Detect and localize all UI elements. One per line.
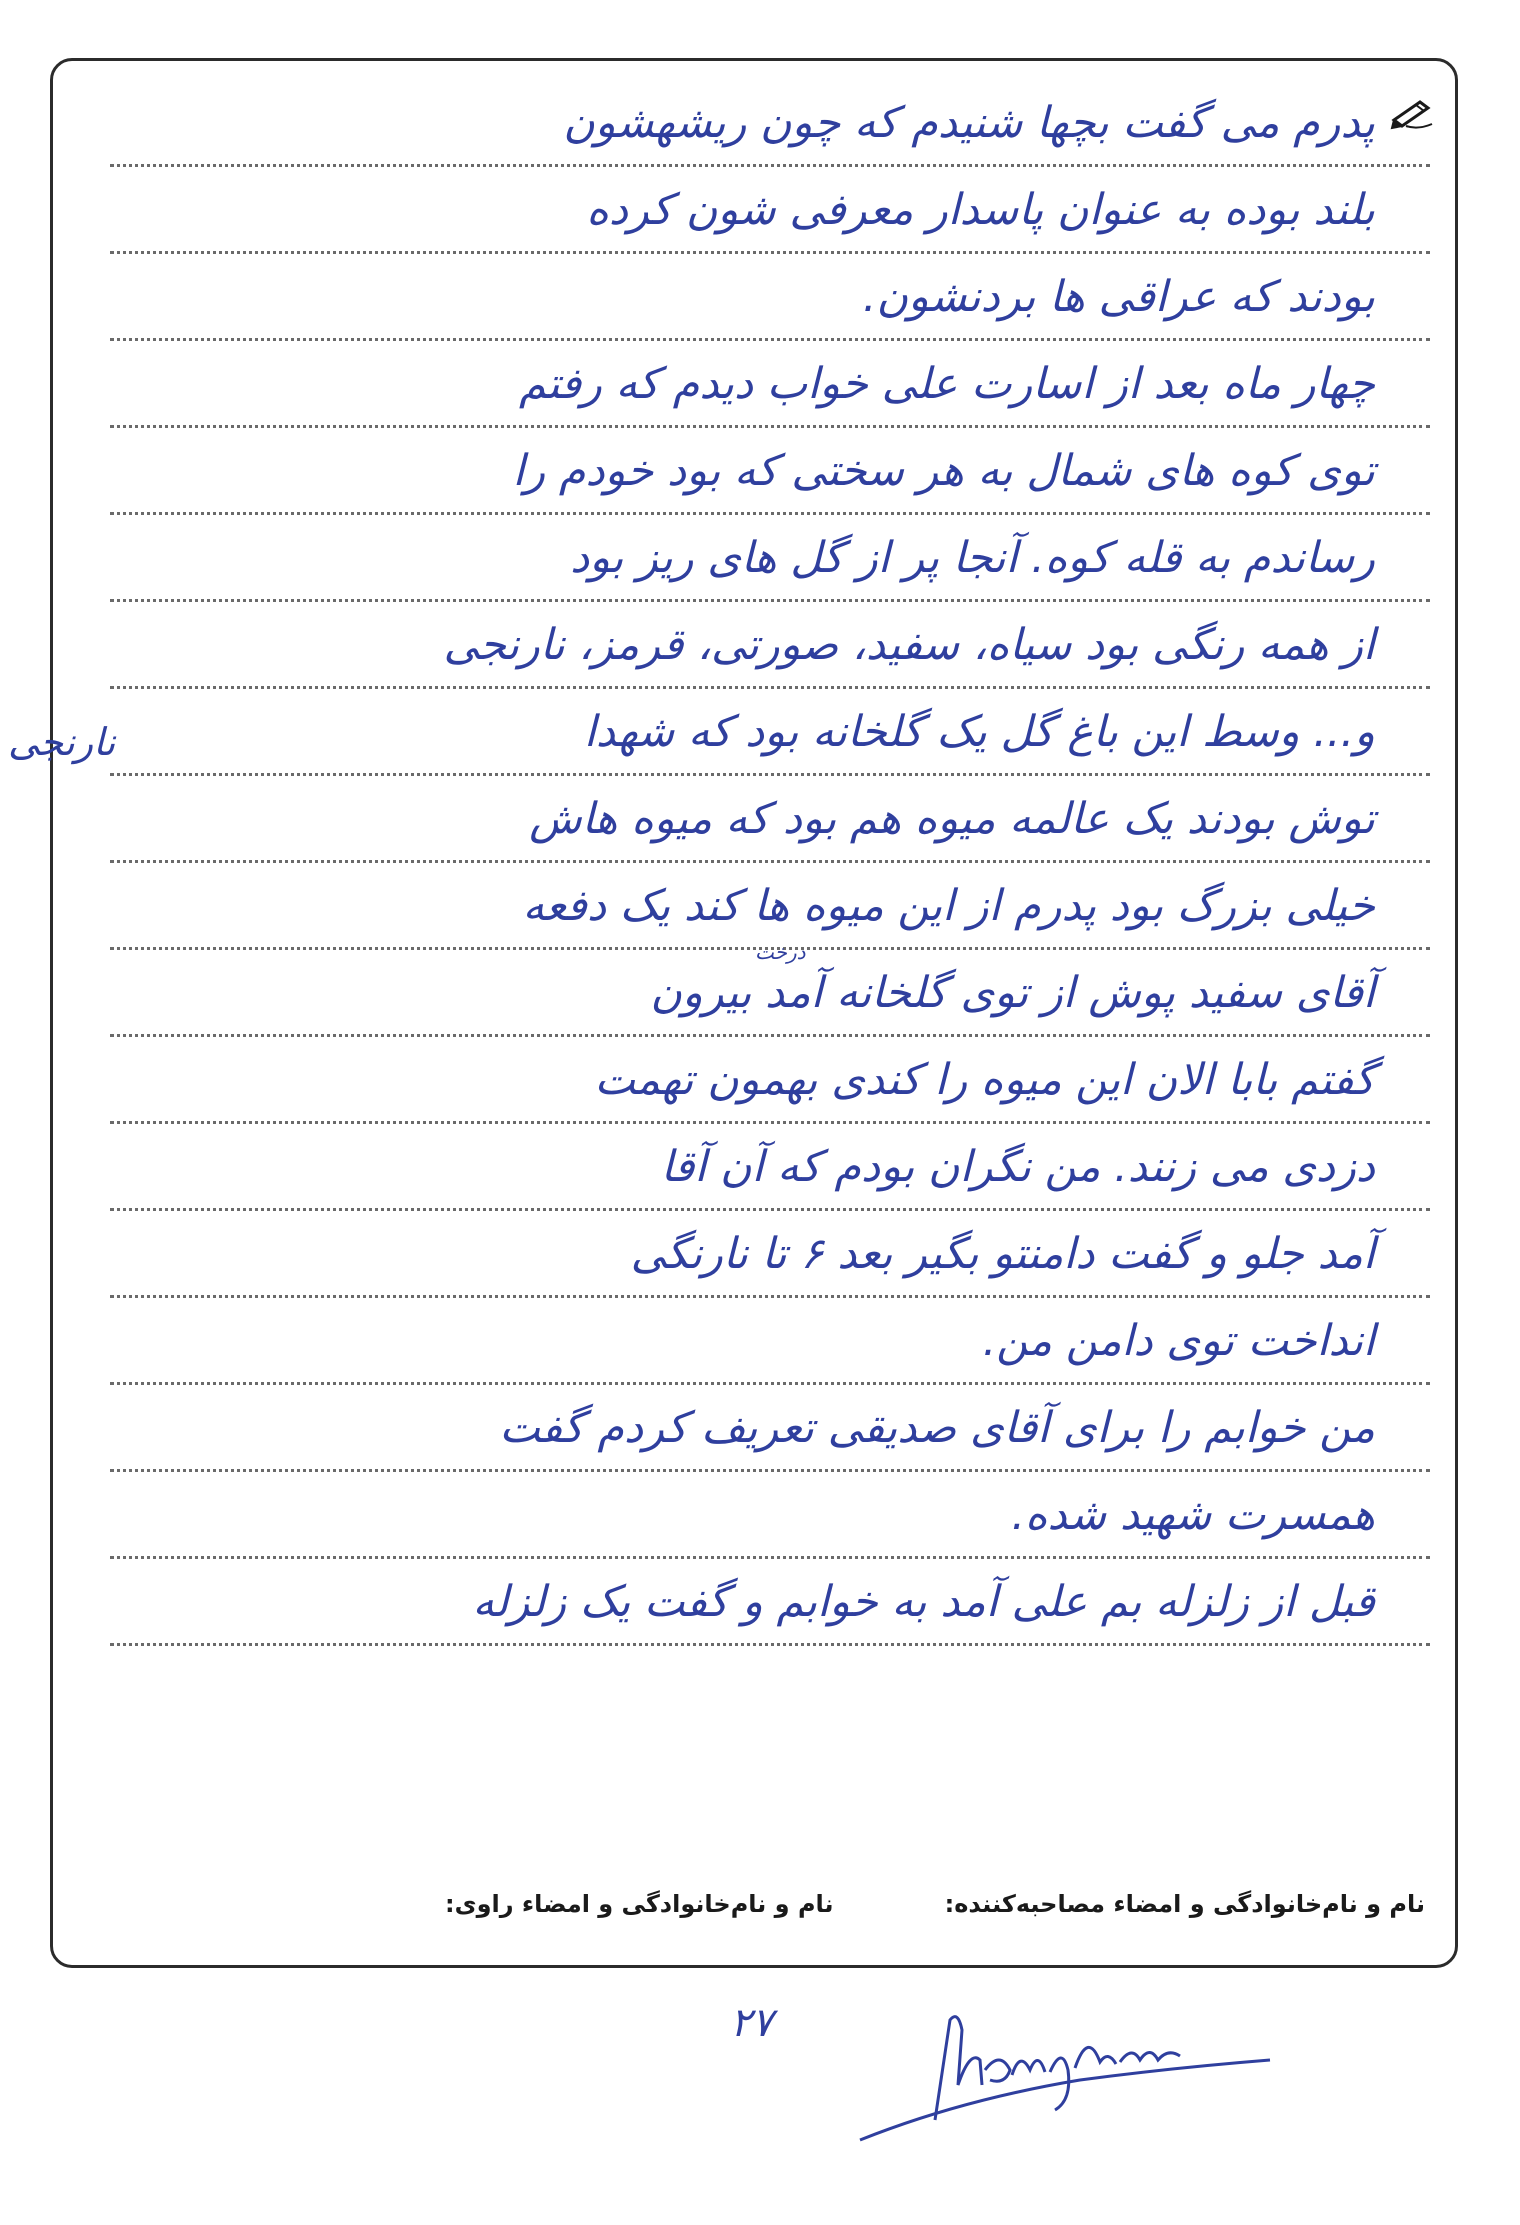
handwritten-signature <box>840 1990 1290 2150</box>
text-line-15: انداخت توی دامن من. <box>110 1298 1430 1385</box>
text-line-1: پدرم می گفت بچها شنیدم که چون ریشهشون <box>110 80 1430 167</box>
text-line-9: توش بودند یک عالمه میوه هم بود که میوه هاش <box>110 776 1430 863</box>
text-line-12: گفتم بابا الان این میوه را کندی بهمون تهمت <box>110 1037 1430 1124</box>
text-line-6: رساندم به قله کوه. آنجا پر از گل های ریز بود <box>110 515 1430 602</box>
text-line-14: آمد جلو و گفت دامنتو بگیر بعد ۶ تا نارنگی <box>110 1211 1430 1298</box>
text-line-4: چهار ماه بعد از اسارت علی خواب دیدم که رفتم <box>110 341 1430 428</box>
text-line-10: خیلی بزرگ بود پدرم از این میوه ها کند یک دفعه <box>110 863 1430 950</box>
text-line-17: همسرت شهید شده. <box>110 1472 1430 1559</box>
text-line-11: آقای سفید پوش از توی گلخانه آمد بیرون <box>110 950 1430 1037</box>
signature-footer <box>60 1890 1445 1940</box>
text-line-8: و... وسط این باغ گل یک گلخانه بود که شهدا <box>110 689 1430 776</box>
text-line-13: دزدی می زنند. من نگران بودم که آن آقا <box>110 1124 1430 1211</box>
margin-note-left: نارنجی <box>8 720 116 764</box>
text-line-5: توی کوه های شمال به هر سختی که بود خودم را <box>110 428 1430 515</box>
text-line-7: از همه رنگی بود سیاه، سفید، صورتی، قرمز، نارنجی <box>110 602 1430 689</box>
margin-note-above-line: درخت <box>755 940 806 964</box>
text-line-18: قبل از زلزله بم علی آمد به خوابم و گفت یک زلزله <box>110 1559 1430 1646</box>
handwritten-text-area <box>110 80 1430 1880</box>
text-line-2: بلند بوده به عنوان پاسدار معرفی شون کرده <box>110 167 1430 254</box>
page-number: ۲۷ <box>730 2000 773 2046</box>
text-line-16: من خوابم را برای آقای صدیقی تعریف کردم گفت <box>110 1385 1430 1472</box>
narrator-signature-label: نام و نام‌خانوادگی و امضاء راوی: <box>445 1890 834 1918</box>
text-line-3: بودند که عراقی ها بردنشون. <box>110 254 1430 341</box>
interviewer-signature-label: نام و نام‌خانوادگی و امضاء مصاحبه‌کننده: <box>944 1890 1425 1918</box>
